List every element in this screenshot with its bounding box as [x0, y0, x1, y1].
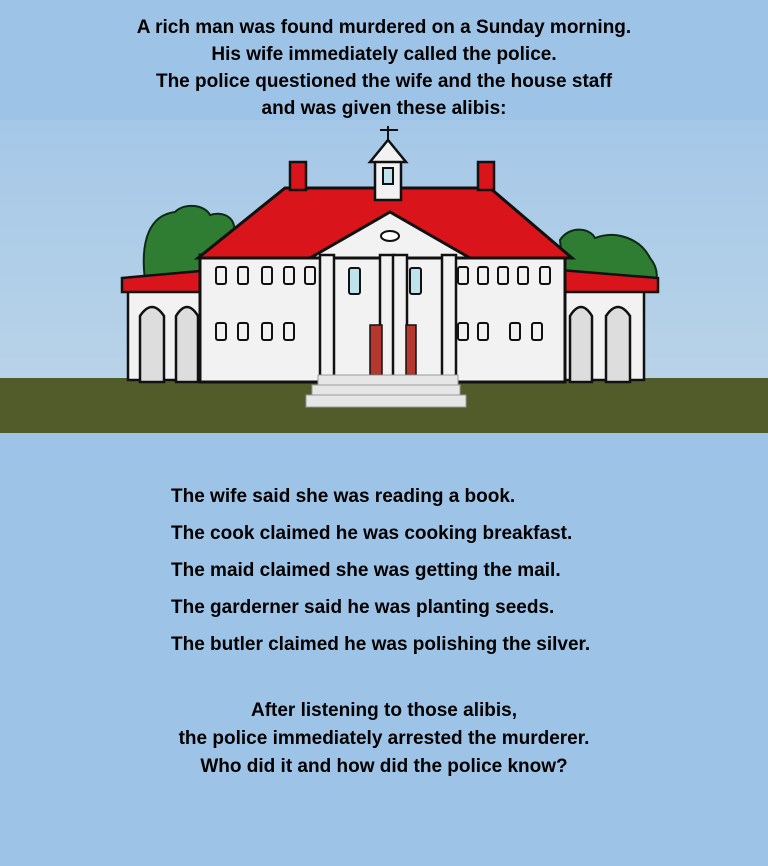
intro-line: The police questioned the wife and the house staff: [155, 71, 613, 92]
closing-question: [0, 697, 768, 781]
alibi-butler: The butler claimed he was polishing the silver.: [171, 634, 591, 655]
intro-text: [0, 14, 768, 122]
intro-line: His wife immediately called the police.: [211, 44, 557, 65]
right-wing: [560, 270, 658, 382]
intro-line: and was given these alibis:: [261, 98, 507, 119]
closing-line: Who did it and how did the police know?: [200, 756, 568, 777]
alibi-gardener: The garderner said he was planting seeds.: [171, 597, 555, 618]
intro-line: A rich man was found murdered on a Sunday morning.: [136, 17, 632, 38]
closing-line: the police immediately arrested the murderer.: [178, 728, 590, 749]
alibi-cook: The cook claimed he was cooking breakfast.: [171, 523, 573, 544]
mansion-illustration: [0, 120, 768, 433]
alibi-wife: The wife said she was reading a book.: [171, 486, 516, 507]
alibi-list: [171, 484, 590, 669]
closing-line: After listening to those alibis,: [250, 700, 518, 721]
alibi-maid: The maid claimed she was getting the mail.: [171, 560, 561, 581]
